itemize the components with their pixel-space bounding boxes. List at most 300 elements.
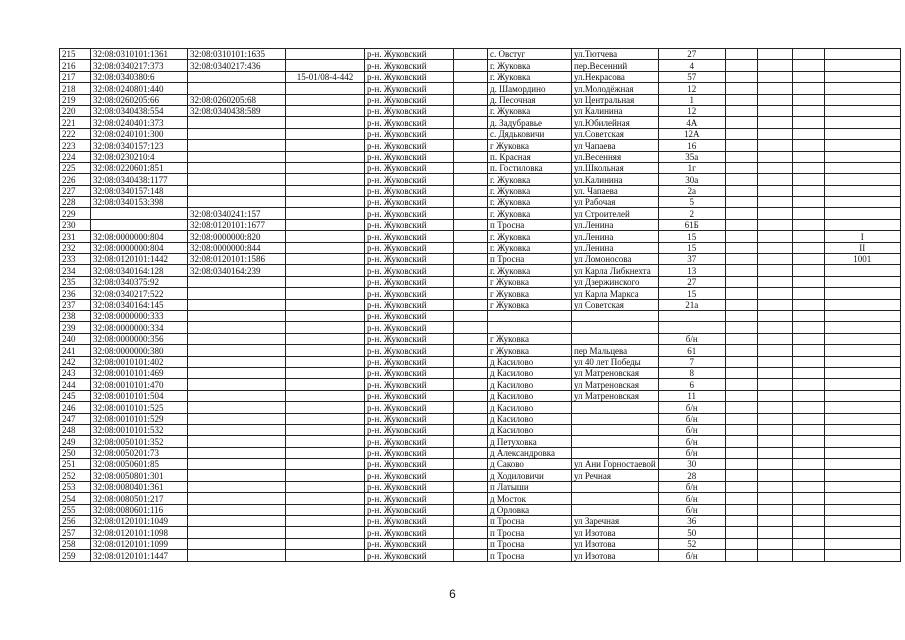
- extra-column-1-cell: [725, 105, 757, 116]
- extra-column-4-cell: [824, 310, 900, 321]
- district-cell: р-н. Жуковский: [365, 459, 454, 470]
- blank-column-cell: [454, 60, 488, 71]
- extra-column-3-cell: [792, 219, 824, 230]
- cadastral-number-cell: 32:08:0340157:148: [91, 185, 188, 196]
- blank-column-cell: [454, 390, 488, 401]
- extra-column-1-cell: [725, 538, 757, 549]
- district-cell: р-н. Жуковский: [365, 105, 454, 116]
- extra-column-4-cell: [824, 140, 900, 151]
- registration-number-cell: [286, 356, 365, 367]
- district-cell: р-н. Жуковский: [365, 413, 454, 424]
- district-cell: р-н. Жуковский: [365, 219, 454, 230]
- registration-number-cell: [286, 550, 365, 561]
- extra-column-3-cell: [792, 71, 824, 82]
- cadastral-number-cell: 32:08:0340217:373: [91, 60, 188, 71]
- extra-column-3-cell: [792, 83, 824, 94]
- settlement-cell: п. Красная: [488, 151, 572, 162]
- house-number-cell: 61Б: [658, 219, 725, 230]
- linked-cadastral-number-cell: [188, 493, 286, 504]
- extra-column-4-cell: [824, 94, 900, 105]
- row-number-cell: 228: [60, 197, 91, 208]
- row-number-cell: 252: [60, 470, 91, 481]
- row-number-cell: 216: [60, 60, 91, 71]
- row-number-cell: 218: [60, 83, 91, 94]
- cadastral-number-cell: 32:08:0050101:352: [91, 436, 188, 447]
- row-number-cell: 241: [60, 345, 91, 356]
- table-row: [60, 470, 901, 481]
- extra-column-3-cell: [792, 174, 824, 185]
- extra-column-1-cell: [725, 310, 757, 321]
- district-cell: р-н. Жуковский: [365, 538, 454, 549]
- extra-column-4-cell: [824, 538, 900, 549]
- extra-column-4-cell: 1001: [824, 254, 900, 265]
- district-cell: р-н. Жуковский: [365, 516, 454, 527]
- registration-number-cell: [286, 527, 365, 538]
- district-cell: р-н. Жуковский: [365, 242, 454, 253]
- house-number-cell: 2а: [658, 185, 725, 196]
- linked-cadastral-number-cell: 32:08:0120101:1586: [188, 254, 286, 265]
- settlement-cell: г Жуковка: [488, 276, 572, 287]
- house-number-cell: 15: [658, 242, 725, 253]
- cadastral-number-cell: 32:08:0010101:470: [91, 379, 188, 390]
- extra-column-3-cell: [792, 356, 824, 367]
- blank-column-cell: [454, 197, 488, 208]
- street-cell: ул Центральная: [572, 94, 659, 105]
- table-row: [60, 550, 901, 561]
- blank-column-cell: [454, 322, 488, 333]
- registration-number-cell: [286, 413, 365, 424]
- street-cell: ул Карла Маркса: [572, 288, 659, 299]
- linked-cadastral-number-cell: [188, 481, 286, 492]
- table-row: [60, 276, 901, 287]
- table-row: [60, 345, 901, 356]
- cadastral-number-cell: 32:08:0000000:804: [91, 242, 188, 253]
- district-cell: р-н. Жуковский: [365, 71, 454, 82]
- district-cell: р-н. Жуковский: [365, 390, 454, 401]
- extra-column-2-cell: [757, 447, 792, 458]
- linked-cadastral-number-cell: [188, 322, 286, 333]
- cadastral-number-cell: 32:08:0080601:116: [91, 504, 188, 515]
- settlement-cell: с. Овстуг: [488, 49, 572, 60]
- extra-column-1-cell: [725, 197, 757, 208]
- table-row: [60, 322, 901, 333]
- registration-number-cell: [286, 49, 365, 60]
- row-number-cell: 234: [60, 265, 91, 276]
- row-number-cell: 240: [60, 333, 91, 344]
- row-number-cell: 224: [60, 151, 91, 162]
- extra-column-1-cell: [725, 379, 757, 390]
- blank-column-cell: [454, 162, 488, 173]
- settlement-cell: д Касилово: [488, 367, 572, 378]
- extra-column-2-cell: [757, 481, 792, 492]
- extra-column-2-cell: [757, 345, 792, 356]
- settlement-cell: д Александровка: [488, 447, 572, 458]
- cadastral-number-cell: 32:08:0340157:123: [91, 140, 188, 151]
- extra-column-1-cell: [725, 516, 757, 527]
- row-number-cell: 256: [60, 516, 91, 527]
- cadastral-number-cell: 32:08:0340164:145: [91, 299, 188, 310]
- linked-cadastral-number-cell: 32:08:0000000:820: [188, 231, 286, 242]
- extra-column-2-cell: [757, 219, 792, 230]
- linked-cadastral-number-cell: 32:08:0340241:157: [188, 208, 286, 219]
- extra-column-4-cell: [824, 60, 900, 71]
- extra-column-2-cell: [757, 288, 792, 299]
- cadastral-number-cell: 32:08:0080501:217: [91, 493, 188, 504]
- blank-column-cell: [454, 367, 488, 378]
- street-cell: ул Матреновская: [572, 379, 659, 390]
- blank-column-cell: [454, 71, 488, 82]
- extra-column-1-cell: [725, 322, 757, 333]
- linked-cadastral-number-cell: [188, 117, 286, 128]
- settlement-cell: д Мосток: [488, 493, 572, 504]
- district-cell: р-н. Жуковский: [365, 162, 454, 173]
- house-number-cell: 1г: [658, 162, 725, 173]
- street-cell: ул Матреновская: [572, 390, 659, 401]
- extra-column-2-cell: [757, 436, 792, 447]
- linked-cadastral-number-cell: [188, 128, 286, 139]
- extra-column-4-cell: [824, 504, 900, 515]
- table-body: [60, 49, 901, 562]
- house-number-cell: б/н: [658, 493, 725, 504]
- extra-column-3-cell: [792, 550, 824, 561]
- blank-column-cell: [454, 117, 488, 128]
- blank-column-cell: [454, 310, 488, 321]
- linked-cadastral-number-cell: [188, 379, 286, 390]
- cadastral-number-cell: 32:08:0050601:85: [91, 459, 188, 470]
- row-number-cell: 249: [60, 436, 91, 447]
- linked-cadastral-number-cell: [188, 470, 286, 481]
- district-cell: р-н. Жуковский: [365, 254, 454, 265]
- house-number-cell: 5: [658, 197, 725, 208]
- linked-cadastral-number-cell: [188, 276, 286, 287]
- extra-column-2-cell: [757, 242, 792, 253]
- street-cell: ул Ломоносова: [572, 254, 659, 265]
- blank-column-cell: [454, 493, 488, 504]
- settlement-cell: п Тросна: [488, 550, 572, 561]
- blank-column-cell: [454, 151, 488, 162]
- district-cell: р-н. Жуковский: [365, 322, 454, 333]
- table-row: [60, 379, 901, 390]
- row-number-cell: 219: [60, 94, 91, 105]
- table-row: [60, 117, 901, 128]
- extra-column-2-cell: [757, 299, 792, 310]
- street-cell: [572, 493, 659, 504]
- extra-column-3-cell: [792, 516, 824, 527]
- settlement-cell: г. Жуковка: [488, 174, 572, 185]
- extra-column-2-cell: [757, 310, 792, 321]
- extra-column-4-cell: [824, 402, 900, 413]
- district-cell: р-н. Жуковский: [365, 367, 454, 378]
- settlement-cell: д. Песочная: [488, 94, 572, 105]
- district-cell: р-н. Жуковский: [365, 333, 454, 344]
- settlement-cell: д Петуховка: [488, 436, 572, 447]
- extra-column-4-cell: [824, 265, 900, 276]
- extra-column-3-cell: [792, 185, 824, 196]
- table-row: [60, 49, 901, 60]
- extra-column-4-cell: [824, 288, 900, 299]
- house-number-cell: б/н: [658, 436, 725, 447]
- registration-number-cell: [286, 436, 365, 447]
- extra-column-3-cell: [792, 265, 824, 276]
- house-number-cell: 7: [658, 356, 725, 367]
- blank-column-cell: [454, 436, 488, 447]
- house-number-cell: 28: [658, 470, 725, 481]
- extra-column-4-cell: [824, 481, 900, 492]
- cadastral-number-cell: 32:08:0310101:1361: [91, 49, 188, 60]
- extra-column-2-cell: [757, 117, 792, 128]
- district-cell: р-н. Жуковский: [365, 140, 454, 151]
- extra-column-4-cell: [824, 105, 900, 116]
- linked-cadastral-number-cell: [188, 538, 286, 549]
- registration-number-cell: [286, 162, 365, 173]
- registration-number-cell: [286, 516, 365, 527]
- settlement-cell: г. Жуковка: [488, 265, 572, 276]
- blank-column-cell: [454, 208, 488, 219]
- row-number-cell: 223: [60, 140, 91, 151]
- street-cell: [572, 447, 659, 458]
- row-number-cell: 248: [60, 424, 91, 435]
- registration-number-cell: [286, 538, 365, 549]
- settlement-cell: г. Жуковка: [488, 208, 572, 219]
- cadastral-number-cell: 32:08:0050801:301: [91, 470, 188, 481]
- extra-column-1-cell: [725, 402, 757, 413]
- district-cell: р-н. Жуковский: [365, 402, 454, 413]
- extra-column-3-cell: [792, 493, 824, 504]
- extra-column-2-cell: [757, 527, 792, 538]
- street-cell: ул.Ленина: [572, 219, 659, 230]
- extra-column-2-cell: [757, 550, 792, 561]
- cadastral-number-cell: 32:08:0000000:804: [91, 231, 188, 242]
- street-cell: [572, 310, 659, 321]
- street-cell: ул 40 лет Победы: [572, 356, 659, 367]
- extra-column-2-cell: [757, 322, 792, 333]
- street-cell: ул.Молодёжная: [572, 83, 659, 94]
- extra-column-1-cell: [725, 504, 757, 515]
- district-cell: р-н. Жуковский: [365, 174, 454, 185]
- cadastral-number-cell: 32:08:0120101:1099: [91, 538, 188, 549]
- district-cell: р-н. Жуковский: [365, 424, 454, 435]
- settlement-cell: п Тросна: [488, 516, 572, 527]
- extra-column-2-cell: [757, 424, 792, 435]
- linked-cadastral-number-cell: [188, 174, 286, 185]
- cadastral-number-cell: 32:08:0000000:333: [91, 310, 188, 321]
- house-number-cell: 35а: [658, 151, 725, 162]
- table-row: [60, 402, 901, 413]
- extra-column-4-cell: [824, 71, 900, 82]
- table-row: [60, 367, 901, 378]
- extra-column-4-cell: [824, 276, 900, 287]
- extra-column-3-cell: [792, 151, 824, 162]
- row-number-cell: 239: [60, 322, 91, 333]
- table-row: [60, 424, 901, 435]
- registration-number-cell: [286, 459, 365, 470]
- street-cell: ул.Весенняя: [572, 151, 659, 162]
- row-number-cell: 221: [60, 117, 91, 128]
- linked-cadastral-number-cell: [188, 550, 286, 561]
- settlement-cell: п Тросна: [488, 254, 572, 265]
- settlement-cell: д. Задубравье: [488, 117, 572, 128]
- district-cell: р-н. Жуковский: [365, 208, 454, 219]
- table-row: [60, 231, 901, 242]
- extra-column-4-cell: [824, 436, 900, 447]
- extra-column-1-cell: [725, 299, 757, 310]
- extra-column-2-cell: [757, 197, 792, 208]
- extra-column-2-cell: [757, 538, 792, 549]
- row-number-cell: 222: [60, 128, 91, 139]
- extra-column-1-cell: [725, 254, 757, 265]
- cadastral-number-cell: 32:08:0340153:398: [91, 197, 188, 208]
- linked-cadastral-number-cell: 32:08:0340217:436: [188, 60, 286, 71]
- row-number-cell: 220: [60, 105, 91, 116]
- settlement-cell: п. Гостиловка: [488, 162, 572, 173]
- table-row: [60, 288, 901, 299]
- extra-column-4-cell: [824, 345, 900, 356]
- district-cell: р-н. Жуковский: [365, 276, 454, 287]
- extra-column-1-cell: [725, 481, 757, 492]
- registration-number-cell: [286, 447, 365, 458]
- cadastral-number-cell: 32:08:0340375:92: [91, 276, 188, 287]
- linked-cadastral-number-cell: [188, 162, 286, 173]
- extra-column-3-cell: [792, 162, 824, 173]
- settlement-cell: п Тросна: [488, 538, 572, 549]
- table-row: [60, 94, 901, 105]
- district-cell: р-н. Жуковский: [365, 128, 454, 139]
- registration-number-cell: [286, 219, 365, 230]
- registration-number-cell: [286, 117, 365, 128]
- table-row: [60, 356, 901, 367]
- extra-column-3-cell: [792, 254, 824, 265]
- extra-column-1-cell: [725, 367, 757, 378]
- extra-column-4-cell: [824, 447, 900, 458]
- district-cell: р-н. Жуковский: [365, 310, 454, 321]
- extra-column-3-cell: [792, 242, 824, 253]
- registration-number-cell: [286, 333, 365, 344]
- blank-column-cell: [454, 481, 488, 492]
- extra-column-2-cell: [757, 333, 792, 344]
- settlement-cell: [488, 310, 572, 321]
- table-row: [60, 174, 901, 185]
- blank-column-cell: [454, 504, 488, 515]
- blank-column-cell: [454, 265, 488, 276]
- row-number-cell: 235: [60, 276, 91, 287]
- extra-column-4-cell: [824, 128, 900, 139]
- extra-column-1-cell: [725, 140, 757, 151]
- linked-cadastral-number-cell: 32:08:0000000:844: [188, 242, 286, 253]
- extra-column-2-cell: [757, 105, 792, 116]
- table-row: [60, 83, 901, 94]
- settlement-cell: п Тросна: [488, 219, 572, 230]
- extra-column-3-cell: [792, 60, 824, 71]
- registration-number-cell: [286, 94, 365, 105]
- table-row: [60, 197, 901, 208]
- extra-column-3-cell: [792, 402, 824, 413]
- registration-number-cell: [286, 299, 365, 310]
- registration-number-cell: [286, 265, 365, 276]
- street-cell: ул Матреновская: [572, 367, 659, 378]
- extra-column-2-cell: [757, 390, 792, 401]
- linked-cadastral-number-cell: 32:08:0340438:589: [188, 105, 286, 116]
- registration-number-cell: [286, 345, 365, 356]
- row-number-cell: 257: [60, 527, 91, 538]
- house-number-cell: 27: [658, 276, 725, 287]
- extra-column-3-cell: [792, 208, 824, 219]
- extra-column-3-cell: [792, 333, 824, 344]
- extra-column-3-cell: [792, 231, 824, 242]
- extra-column-1-cell: [725, 208, 757, 219]
- registration-number-cell: [286, 276, 365, 287]
- table-row: [60, 265, 901, 276]
- linked-cadastral-number-cell: [188, 83, 286, 94]
- linked-cadastral-number-cell: 32:08:0120101:1677: [188, 219, 286, 230]
- cadastral-number-cell: 32:08:0220601:851: [91, 162, 188, 173]
- cadastral-number-cell: 32:08:0000000:334: [91, 322, 188, 333]
- extra-column-4-cell: [824, 550, 900, 561]
- blank-column-cell: [454, 516, 488, 527]
- house-number-cell: [658, 322, 725, 333]
- extra-column-4-cell: [824, 424, 900, 435]
- table-row: [60, 516, 901, 527]
- registration-number-cell: [286, 379, 365, 390]
- registration-number-cell: 15-01/08-4-442: [286, 71, 365, 82]
- house-number-cell: 16: [658, 140, 725, 151]
- registration-number-cell: [286, 322, 365, 333]
- blank-column-cell: [454, 459, 488, 470]
- extra-column-4-cell: [824, 185, 900, 196]
- table-row: [60, 242, 901, 253]
- row-number-cell: 233: [60, 254, 91, 265]
- row-number-cell: 229: [60, 208, 91, 219]
- street-cell: [572, 504, 659, 515]
- cadastral-number-cell: 32:08:0120101:1098: [91, 527, 188, 538]
- extra-column-2-cell: [757, 208, 792, 219]
- extra-column-3-cell: [792, 345, 824, 356]
- extra-column-4-cell: [824, 379, 900, 390]
- settlement-cell: г. Жуковка: [488, 197, 572, 208]
- extra-column-2-cell: [757, 356, 792, 367]
- table-row: [60, 538, 901, 549]
- settlement-cell: г. Жуковка: [488, 60, 572, 71]
- blank-column-cell: [454, 447, 488, 458]
- blank-column-cell: [454, 470, 488, 481]
- street-cell: ул.Ленина: [572, 242, 659, 253]
- linked-cadastral-number-cell: [188, 413, 286, 424]
- district-cell: р-н. Жуковский: [365, 83, 454, 94]
- extra-column-1-cell: [725, 527, 757, 538]
- extra-column-4-cell: [824, 527, 900, 538]
- street-cell: ул Советская: [572, 299, 659, 310]
- row-number-cell: 236: [60, 288, 91, 299]
- extra-column-1-cell: [725, 265, 757, 276]
- blank-column-cell: [454, 299, 488, 310]
- extra-column-1-cell: [725, 413, 757, 424]
- cadastral-number-cell: 32:08:0260205:66: [91, 94, 188, 105]
- linked-cadastral-number-cell: [188, 367, 286, 378]
- street-cell: ул.Школьная: [572, 162, 659, 173]
- street-cell: ул Карла Либкнехта: [572, 265, 659, 276]
- extra-column-4-cell: [824, 197, 900, 208]
- house-number-cell: 4: [658, 60, 725, 71]
- blank-column-cell: [454, 105, 488, 116]
- district-cell: р-н. Жуковский: [365, 197, 454, 208]
- extra-column-3-cell: [792, 459, 824, 470]
- house-number-cell: 2: [658, 208, 725, 219]
- linked-cadastral-number-cell: [188, 140, 286, 151]
- settlement-cell: д Касилово: [488, 413, 572, 424]
- registration-number-cell: [286, 504, 365, 515]
- row-number-cell: 243: [60, 367, 91, 378]
- settlement-cell: д Касилово: [488, 390, 572, 401]
- table-row: [60, 299, 901, 310]
